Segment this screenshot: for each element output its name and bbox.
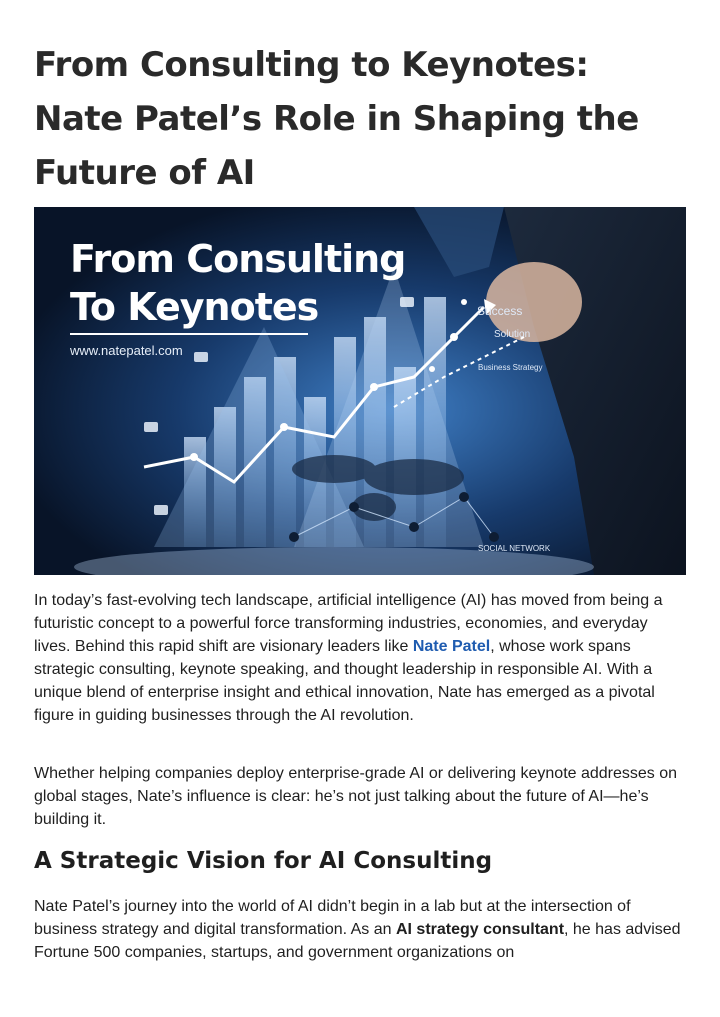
hero-headline-line1: From Consulting: [70, 237, 406, 281]
article-title: From Consulting to Keynotes: Nate Patel’s Role in Shaping the Future of AI: [34, 45, 639, 193]
ai-strategy-consultant-emphasis: AI strategy consultant: [395, 921, 565, 938]
intro-paragraph: [34, 589, 686, 727]
influence-paragraph: Whether helping companies deploy enterprise-grade AI or delivering keynote addresses on global stages, Nate’s influence is clear: he’s not just talking about the future of AI—he’s building it.: [34, 765, 678, 828]
hero-label-success: Success: [477, 304, 523, 318]
section-heading: A Strategic Vision for AI Consulting: [34, 848, 493, 874]
intro-text-start: In today’s fast-evolving tech landscape, artificial intelligence (AI) has moved from being a futuristic concept to a powerful force transforming industries, economies, and everyday lives. Behind this rapid shift are visionary leaders like: [34, 592, 663, 655]
hero-divider: [70, 333, 308, 335]
hero-label-solution: Solution: [494, 329, 531, 340]
journey-text-start: Nate Patel’s journey into the world of AI didn’t begin in a lab but at the intersection of business strategy and digital transformation. As an: [34, 898, 631, 938]
intro-text-end: , whose work spans strategic consulting, keynote speaking, and thought leadership in responsible AI. With a unique blend of enterprise insight and ethical innovation, Nate has emerged as a pivotal figure in guiding businesses through the AI revolution.: [34, 638, 655, 724]
hero-url: www.natepatel.com: [70, 343, 183, 358]
nate-patel-link[interactable]: Nate Patel: [412, 638, 491, 655]
journey-text-end: , he has advised Fortune 500 companies, startups, and government organizations on: [34, 921, 681, 961]
hero-headline-line2: To Keynotes: [70, 285, 319, 329]
journey-paragraph: [34, 895, 686, 964]
hero-image: [34, 207, 686, 575]
hero-label-social-network: SOCIAL NETWORK: [478, 544, 551, 553]
hero-label-business-strategy: Business Strategy: [478, 363, 543, 372]
hero-headline: [70, 235, 405, 331]
